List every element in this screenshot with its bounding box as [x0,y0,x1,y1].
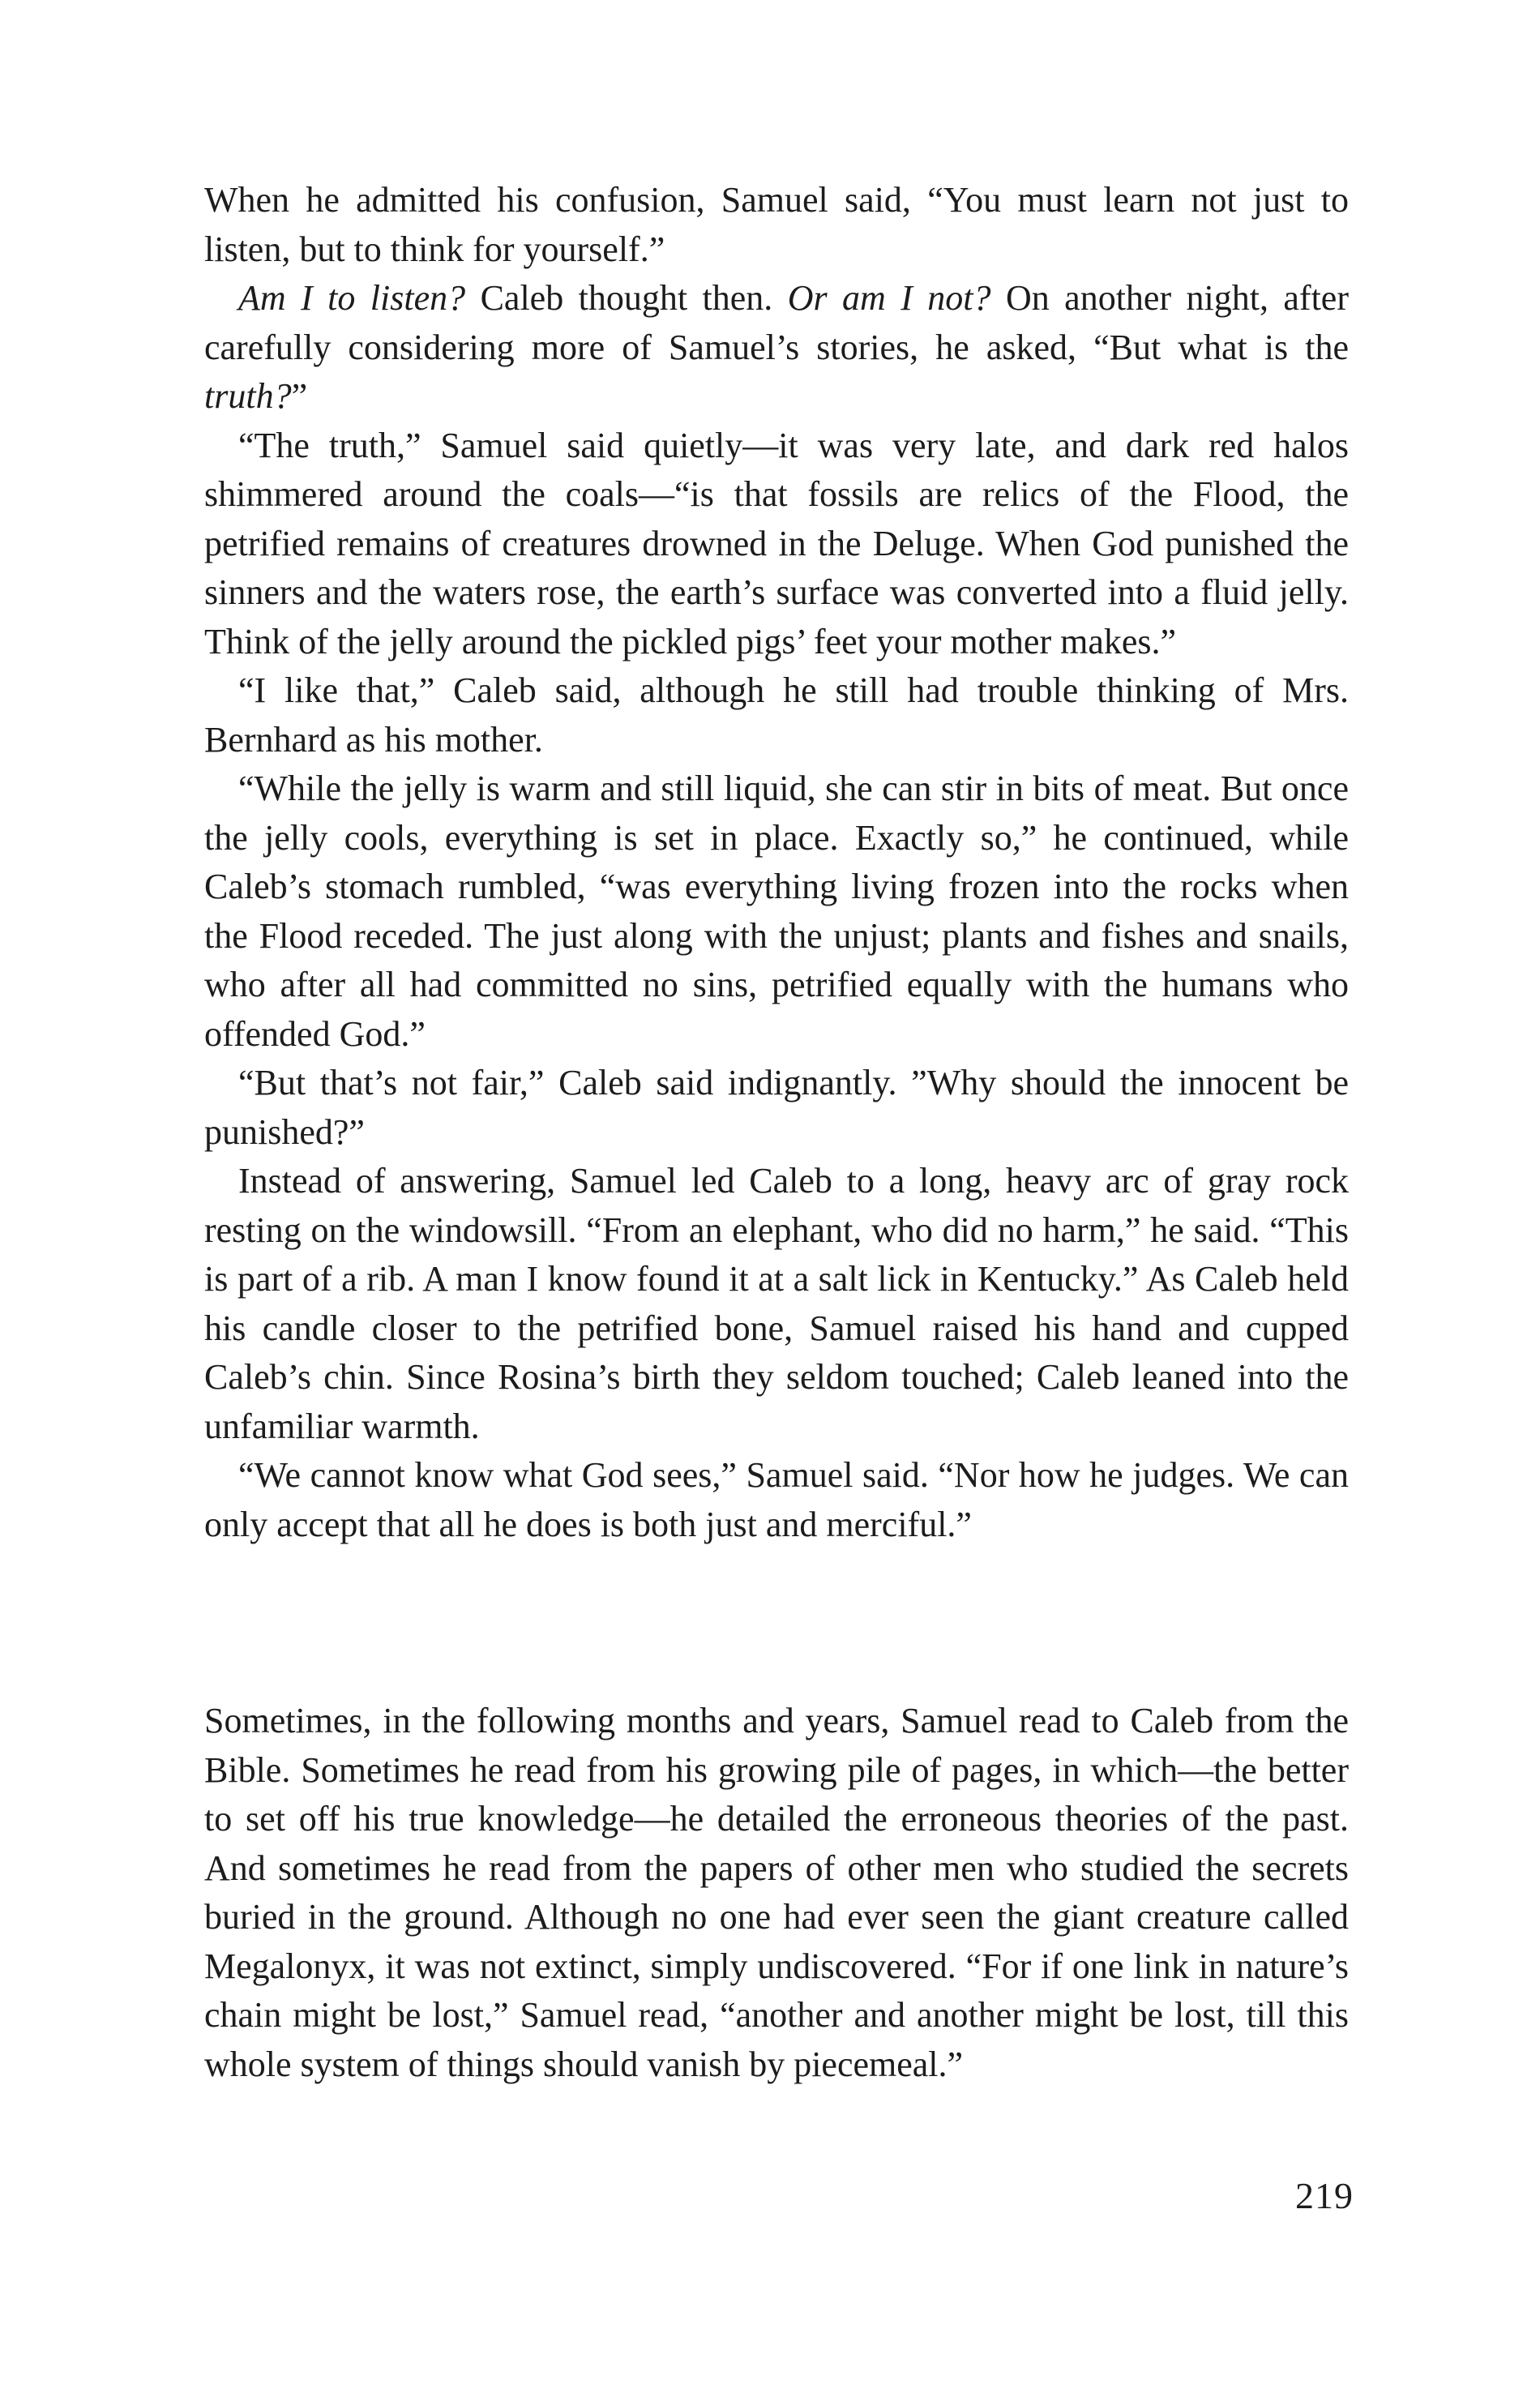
text-section-1 [204,176,1349,1549]
page-number: 219 [1295,2175,1354,2216]
italic-thought: Or am I not? [787,278,991,318]
paragraph: “The truth,” Samuel said quietly—it was very late, and dark red halos shimmered around the coals—“is that fossils are relics of the Flood, the petrified remains of creatures drowned in the Deluge. When God punished the sinners and the waters rose, the earth’s surface was converted into a fluid jelly. Think of the jelly around the pickled pigs’ feet your mother makes.” [204,425,1349,661]
paragraph-text: ” [291,376,308,416]
paragraph-text: On another night, after carefully considering more of Samuel’s stories, he asked, “But what is the [204,278,1349,367]
paragraph: “But that’s not fair,” Caleb said indignantly. ”Why should the innocent be punished?” [204,1063,1349,1152]
paragraph: “While the jelly is warm and still liquid, she can stir in bits of meat. But once the jelly cools, everything is set in place. Exactly so,” he continued, while Caleb’s stomach rumbled, “was everything living frozen into the rocks when the Flood receded. The just along with the unjust; plants and fishes and snails, who after all had committed no sins, petrified equally with the humans who offended God.” [204,769,1349,1054]
paragraph: “We cannot know what God sees,” Samuel said. “Nor how he judges. We can only accept that all he does is both just and merciful.” [204,1455,1349,1544]
paragraph: When he admitted his confusion, Samuel said, “You must learn not just to listen, but to think for yourself.” [204,180,1349,269]
text-section-2 [204,1697,1349,2089]
paragraph-text: Caleb thought then. [465,278,788,318]
italic-emphasis: truth? [204,376,292,416]
paragraph [204,274,1349,422]
paragraph: Sometimes, in the following months and years, Samuel read to Caleb from the Bible. Sometimes he read from his growing pile of pages, in which—the better to set off his true knowledge—he detailed the erroneous theories of the past. And sometimes he read from the papers of other men who studied the secrets buried in the ground. Although no one had ever seen the giant creature called Megalonyx, it was not extinct, simply undiscovered. “For if one link in nature’s chain might be lost,” Samuel read, “another and another might be lost, till this whole system of things should vanish by piecemeal.” [204,1701,1349,2084]
italic-thought: Am I to listen? [238,278,466,318]
paragraph: Instead of answering, Samuel led Caleb to a long, heavy arc of gray rock resting on the windowsill. “From an elephant, who did no harm,” he said. “This is part of a rib. A man I know found it at a salt lick in Kentucky.” As Caleb held his candle closer to the petrified bone, Samuel raised his hand and cupped Caleb’s chin. Since Rosina’s birth they seldom touched; Caleb leaned into the unfamiliar warmth. [204,1161,1349,1446]
paragraph: “I like that,” Caleb said, although he still had trouble thinking of Mrs. Bernhard as his mother. [204,670,1349,760]
